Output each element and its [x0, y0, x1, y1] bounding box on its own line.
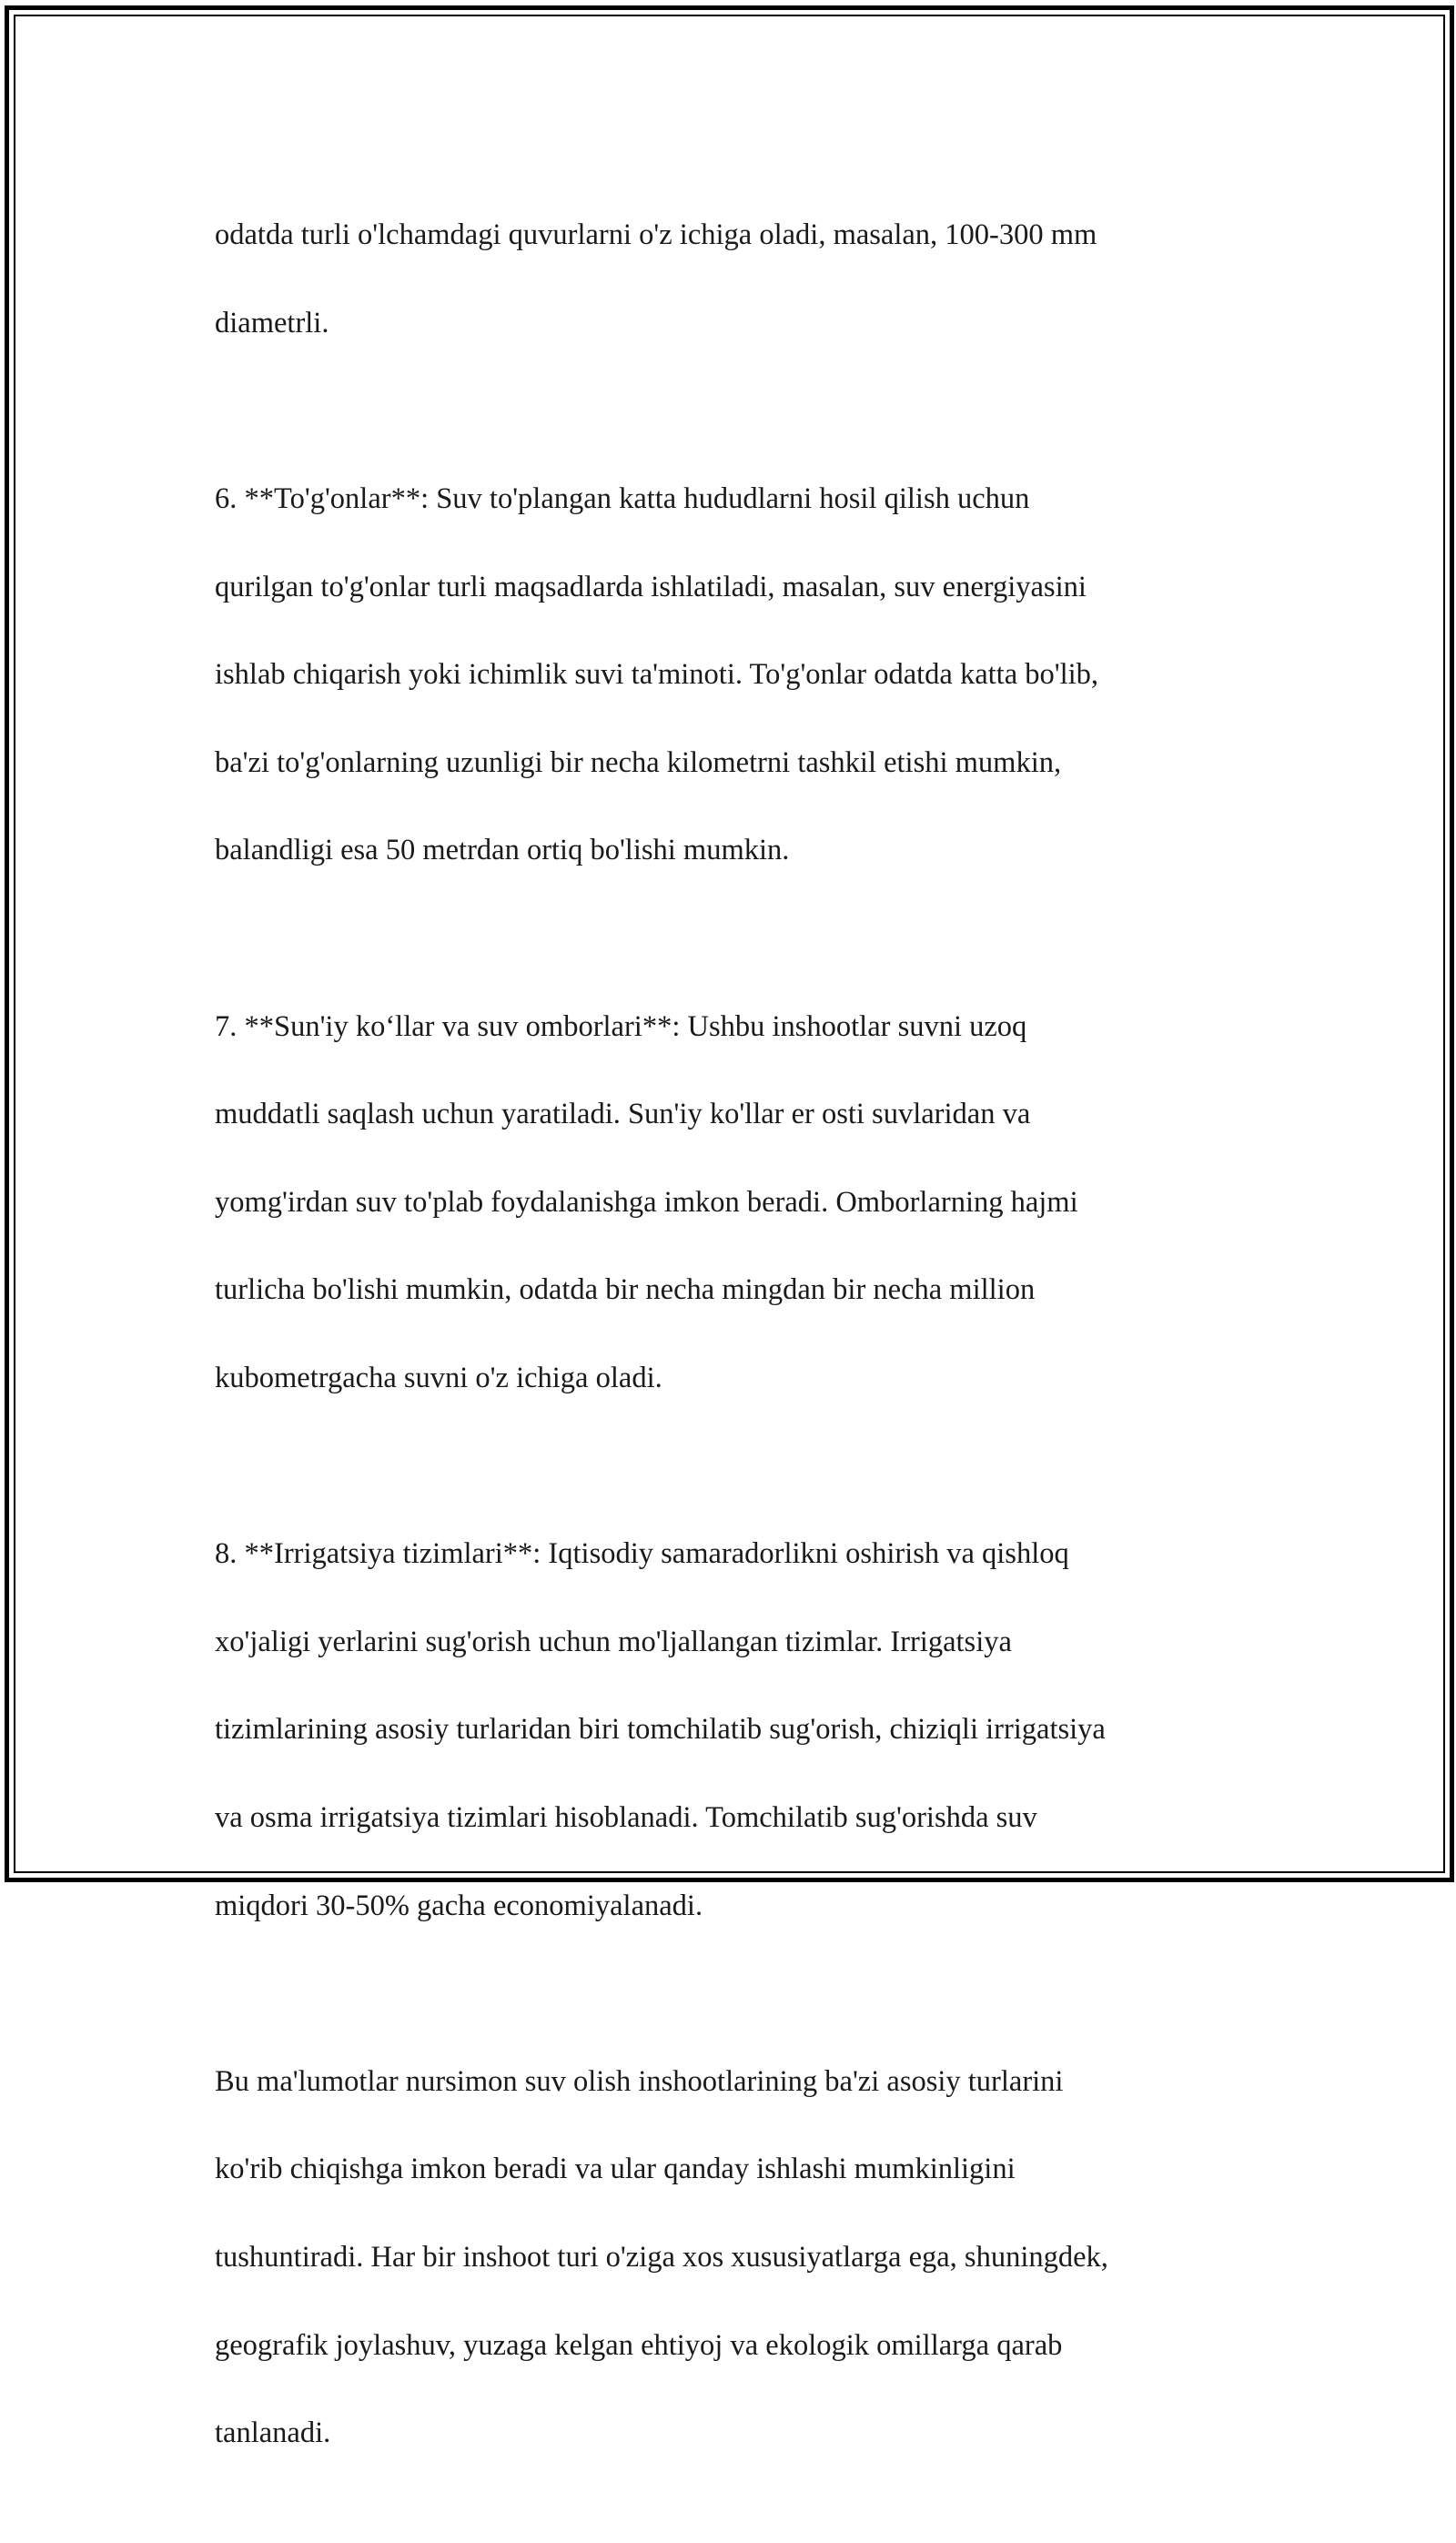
- text-line: xo'jaligi yerlarini sug'orish uchun mo'ljallangan tizimlar. Irrigatsiya: [215, 1625, 1012, 1658]
- text-line: ko'rib chiqishga imkon beradi va ular qanday ishlashi mumkinligini: [215, 2153, 1016, 2186]
- document-body: [215, 169, 1234, 2543]
- text-line: tizimlarining asosiy turlaridan biri tomchilatib sug'orish, chiziqli irrigatsiya: [215, 1713, 1106, 1747]
- text-line: geografik joylashuv, yuzaga kelgan ehtiyoj va ekologik omillarga qarab: [215, 2328, 1063, 2362]
- text-line: 6. **To'g'onlar**: Suv to'plangan katta hududlarni hosil qilish uchun: [215, 482, 1030, 516]
- text-line: ishlab chiqarish yoki ichimlik suvi ta'minoti. To'g'onlar odatda katta bo'lib,: [215, 658, 1099, 692]
- text-line: 8. **Irrigatsiya tizimlari**: Iqtisodiy samaradorlikni oshirish va qishloq: [215, 1537, 1069, 1571]
- text-line: Bu ma'lumotlar nursimon suv olish inshootlarining ba'zi asosiy turlarini: [215, 2064, 1064, 2098]
- paragraph-continuation: [215, 169, 1234, 389]
- text-line: balandligi esa 50 metrdan ortiq bo'lishi mumkin.: [215, 834, 790, 867]
- paragraph-conclusion: [215, 2015, 1234, 2498]
- text-line: yomg'irdan suv to'plab foydalanishga imkon beradi. Omborlarning hajmi: [215, 1185, 1078, 1219]
- paragraph-dams: [215, 433, 1234, 917]
- text-line: 7. **Sun'iy ko‘llar va suv omborlari**: Ushbu inshootlar suvni uzoq: [215, 1009, 1027, 1043]
- text-line: miqdori 30-50% gacha economiyalanadi.: [215, 1889, 703, 1922]
- paragraph-irrigation: [215, 1488, 1234, 1971]
- text-line: odatda turli o'lchamdagi quvurlarni o'z ichiga oladi, masalan, 100-300 mm: [215, 218, 1097, 252]
- paragraph-artificial-lakes: [215, 960, 1234, 1444]
- text-line: va osma irrigatsiya tizimlari hisoblanadi. Tomchilatib sug'orishda suv: [215, 1800, 1037, 1834]
- text-line: ba'zi to'g'onlarning uzunligi bir necha kilometrni tashkil etishi mumkin,: [215, 745, 1062, 779]
- text-line: turlicha bo'lishi mumkin, odatda bir necha mingdan bir necha million: [215, 1273, 1036, 1307]
- text-line: tanlanadi.: [215, 2416, 331, 2450]
- text-line: kubometrgacha suvni o'z ichiga oladi.: [215, 1362, 662, 1395]
- text-line: qurilgan to'g'onlar turli maqsadlarda ishlatiladi, masalan, suv energiyasini: [215, 570, 1087, 603]
- text-line: diametrli.: [215, 306, 329, 339]
- text-line: tushuntiradi. Har bir inshoot turi o'ziga xos xususiyatlarga ega, shuningdek,: [215, 2240, 1108, 2274]
- text-line: muddatli saqlash uchun yaratiladi. Sun'iy ko'llar er osti suvlaridan va: [215, 1098, 1031, 1131]
